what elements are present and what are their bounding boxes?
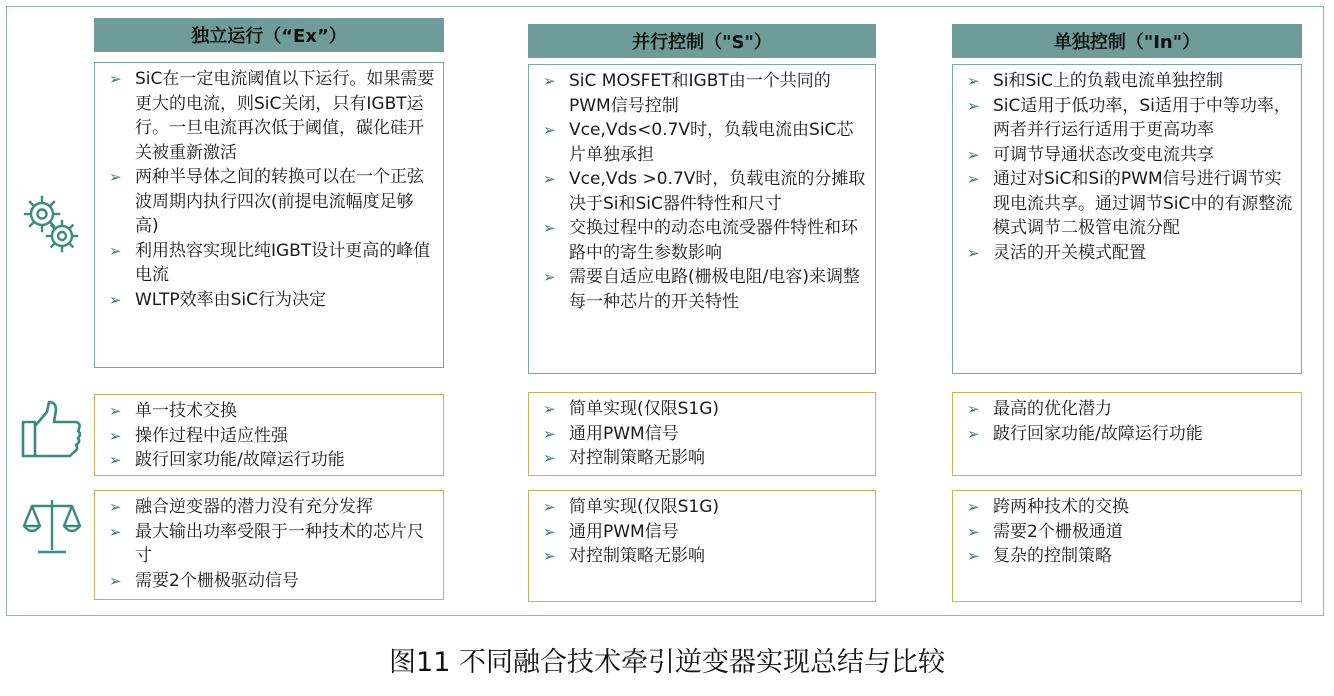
bullet-arrow-icon: ➢ [109,241,122,260]
bullet-arrow-icon: ➢ [109,571,122,590]
features-s [528,64,876,374]
list-item: ➢ 通用PWM信号 [543,422,867,447]
list-item: ➢ 操作过程中适应性强 [109,424,435,449]
header-ex-title: 独立运行（“Ex”） [191,26,347,47]
list-item: ➢ 需要2个栅极驱动信号 [109,569,435,594]
bullet-arrow-icon: ➢ [109,451,122,469]
list-item: ➢ 通过对SiC和Si的PWM信号进行调节实现电流共享。通过调节SiC中的有源整流模式调节二极管电流分配 [967,167,1293,241]
bullet-arrow-icon: ➢ [543,400,556,418]
bullet-arrow-icon: ➢ [109,168,122,186]
list-item: ➢ 跛行回家功能/故障运行功能 [967,422,1293,447]
list-item: ➢ Vce,Vds >0.7V时，负载电流的分摊取决于Si和SiC器件特性和尺寸 [543,167,867,216]
bullet-arrow-icon: ➢ [967,547,980,565]
bullet-arrow-icon: ➢ [543,121,556,139]
bullet-arrow-icon: ➢ [543,547,556,565]
header-ex [94,18,444,52]
features-ex [94,62,444,368]
list-item: ➢ 通用PWM信号 [543,520,867,545]
list-item: ➢ 对控制策略无影响 [543,544,867,569]
list-item: ➢ Si和SiC上的负载电流单独控制 [967,69,1293,94]
list-item: ➢ SiC MOSFET和IGBT由一个共同的PWM信号控制 [543,69,867,118]
balance-scale-icon [20,496,84,558]
list-item: ➢ 可调节导通状态改变电流共享 [967,143,1293,168]
list-item: ➢ 需要自适应电路(栅极电阻/电容)来调整每一种芯片的开关特性 [543,265,867,314]
bullet-arrow-icon: ➢ [967,400,980,418]
bullet-arrow-icon: ➢ [109,426,122,445]
list-item: ➢ 需要2个栅极通道 [967,520,1293,545]
bullet-arrow-icon: ➢ [967,498,980,516]
bullet-arrow-icon: ➢ [109,290,122,309]
list-item: ➢ WLTP效率由SiC行为决定 [109,288,435,313]
list-item: ➢ 简单实现(仅限S1G) [543,397,867,422]
bullet-arrow-icon: ➢ [543,449,556,467]
bullet-arrow-icon: ➢ [109,402,122,420]
pros-s [528,392,876,476]
features-in [952,64,1302,374]
bullet-arrow-icon: ➢ [967,170,980,188]
bullet-arrow-icon: ➢ [543,522,556,541]
bullet-arrow-icon: ➢ [543,170,556,188]
figure-caption: 图11 不同融合技术牵引逆变器实现总结与比较 [389,647,945,678]
bullet-arrow-icon: ➢ [109,70,122,88]
header-in-title: 单独控制（"In"） [1053,32,1201,53]
bullet-arrow-icon: ➢ [967,424,980,443]
bullet-arrow-icon: ➢ [109,522,122,541]
bullet-arrow-icon: ➢ [543,498,556,516]
bullet-arrow-icon: ➢ [543,219,556,237]
bullet-arrow-icon: ➢ [967,522,980,541]
cons-in [952,490,1302,602]
bullet-arrow-icon: ➢ [543,268,556,286]
list-item: ➢ 单一技术交换 [109,399,435,424]
bullet-arrow-icon: ➢ [543,72,556,90]
list-item: ➢ 融合逆变器的潜力没有充分发挥 [109,495,435,520]
header-s-title: 并行控制（"S"） [632,32,772,53]
bullet-arrow-icon: ➢ [967,72,980,90]
list-item: ➢ 跨两种技术的交换 [967,495,1293,520]
cons-s [528,490,876,602]
bullet-arrow-icon: ➢ [967,96,980,115]
header-in [952,24,1302,58]
list-item: ➢ 交换过程中的动态电流受器件特性和环路中的寄生参数影响 [543,216,867,265]
header-s [528,24,876,58]
list-item: ➢ 利用热容实现比纯IGBT设计更高的峰值电流 [109,239,435,288]
bullet-arrow-icon: ➢ [967,145,980,164]
list-item: ➢ SiC在一定电流阈值以下运行。如果需要更大的电流，则SiC关闭，只有IGBT运行。一旦电流再次低于阈值，碳化硅开关被重新激活 [109,67,435,165]
bullet-arrow-icon: ➢ [543,424,556,443]
gears-icon [20,192,82,258]
list-item: ➢ 两种半导体之间的转换可以在一个正弦波周期内执行四次(前提电流幅度足够高) [109,165,435,239]
list-item: ➢ 对控制策略无影响 [543,446,867,471]
pros-in [952,392,1302,476]
list-item: ➢ 复杂的控制策略 [967,544,1293,569]
bullet-arrow-icon: ➢ [109,498,122,516]
list-item: ➢ 最大输出功率受限于一种技术的芯片尺寸 [109,520,435,569]
cons-ex [94,490,444,600]
list-item: ➢ 简单实现(仅限S1G) [543,495,867,520]
list-item: ➢ 跛行回家功能/故障运行功能 [109,448,435,473]
list-item: ➢ 灵活的开关模式配置 [967,241,1293,266]
thumbs-up-icon [20,398,84,460]
pros-ex [94,394,444,476]
list-item: ➢ SiC适用于低功率，Si适用于中等功率，两者并行运行适用于更高功率 [967,94,1293,143]
bullet-arrow-icon: ➢ [967,243,980,262]
list-item: ➢ 最高的优化潜力 [967,397,1293,422]
list-item: ➢ Vce,Vds<0.7V时，负载电流由SiC芯片单独承担 [543,118,867,167]
